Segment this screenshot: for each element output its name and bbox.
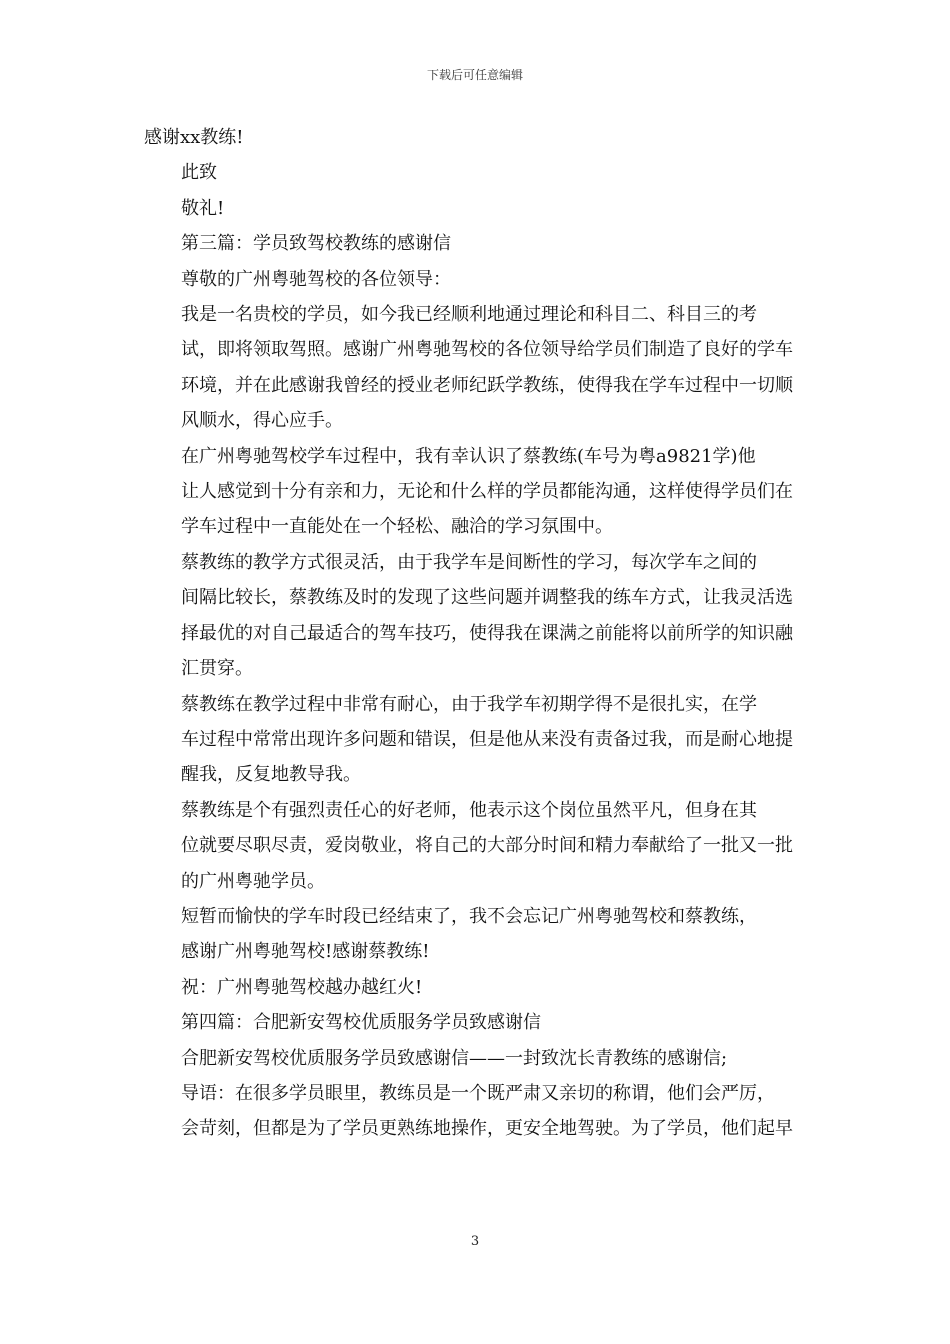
text-line: 环境，并在此感谢我曾经的授业老师纪跃学教练，使得我在学车过程中一切顺 <box>181 374 793 396</box>
paragraph <box>144 262 804 297</box>
text-line: 汇贯穿。 <box>181 658 253 680</box>
text-line: 的广州粤驰学员。 <box>181 870 325 892</box>
paragraph <box>144 970 804 1005</box>
text-line: 敬礼! <box>181 197 225 219</box>
paragraph <box>144 793 804 899</box>
paragraph <box>144 1076 804 1147</box>
text-line: 第四篇：合肥新安驾校优质服务学员致感谢信 <box>181 1012 541 1034</box>
text-line: 择最优的对自己最适合的驾车技巧，使得我在课满之前能将以前所学的知识融 <box>181 622 793 644</box>
text-line: 风顺水，得心应手。 <box>181 410 343 432</box>
text-line: 祝：广州粤驰驾校越办越红火! <box>181 976 423 998</box>
paragraph <box>144 545 804 687</box>
text-line: 醒我，反复地教导我。 <box>181 764 361 786</box>
text-line: 间隔比较长，蔡教练及时的发现了这些问题并调整我的练车方式，让我灵活选 <box>181 587 793 609</box>
text-line: 蔡教练是个有强烈责任心的好老师，他表示这个岗位虽然平凡，但身在其 <box>181 799 757 821</box>
paragraph <box>144 439 804 545</box>
text-line: 短暂而愉快的学车时段已经结束了，我不会忘记广州粤驰驾校和蔡教练， <box>181 905 757 927</box>
document-body <box>144 120 804 1147</box>
text-line: 此致 <box>181 162 217 184</box>
paragraph <box>144 226 804 261</box>
text-line: 感谢xx教练! <box>144 127 244 148</box>
paragraph <box>144 297 804 439</box>
paragraph <box>144 687 804 793</box>
paragraph <box>144 1005 804 1040</box>
text-line: 蔡教练的教学方式很灵活，由于我学车是间断性的学习，每次学车之间的 <box>181 551 757 573</box>
page-number: 3 <box>470 1234 480 1249</box>
text-line: 导语：在很多学员眼里，教练员是一个既严肃又亲切的称谓，他们会严厉， <box>181 1082 775 1104</box>
page-header: 下载后可任意编辑 <box>426 68 523 82</box>
paragraph <box>144 191 804 226</box>
text-line: 车过程中常常出现许多问题和错误，但是他从来没有责备过我，而是耐心地提 <box>181 728 793 750</box>
text-line: 第三篇：学员致驾校教练的感谢信 <box>181 233 451 255</box>
paragraph <box>144 1041 804 1076</box>
text-line: 会苛刻，但都是为了学员更熟练地操作，更安全地驾驶。为了学员，他们起早 <box>181 1118 793 1140</box>
text-line: 尊敬的广州粤驰驾校的各位领导： <box>181 268 451 290</box>
text-line: 我是一名贵校的学员，如今我已经顺利地通过理论和科目二、科目三的考 <box>181 304 757 326</box>
text-line: 位就要尽职尽责，爱岗敬业，将自己的大部分时间和精力奉献给了一批又一批 <box>181 835 793 857</box>
text-line: 合肥新安驾校优质服务学员致感谢信——一封致沈长青教练的感谢信; <box>181 1047 728 1069</box>
text-line: 感谢广州粤驰驾校!感谢蔡教练! <box>181 941 430 963</box>
paragraph <box>144 155 804 190</box>
text-line: 试，即将领取驾照。感谢广州粤驰驾校的各位领导给学员们制造了良好的学车 <box>181 339 793 361</box>
paragraph <box>144 120 804 155</box>
text-line: 让人感觉到十分有亲和力，无论和什么样的学员都能沟通，这样使得学员们在 <box>181 481 793 503</box>
text-line: 在广州粤驰驾校学车过程中，我有幸认识了蔡教练(车号为粤a9821学)他 <box>181 445 756 467</box>
text-line: 学车过程中一直能处在一个轻松、融洽的学习氛围中。 <box>181 516 613 538</box>
paragraph <box>144 899 804 970</box>
text-line: 蔡教练在教学过程中非常有耐心，由于我学车初期学得不是很扎实，在学 <box>181 693 757 715</box>
